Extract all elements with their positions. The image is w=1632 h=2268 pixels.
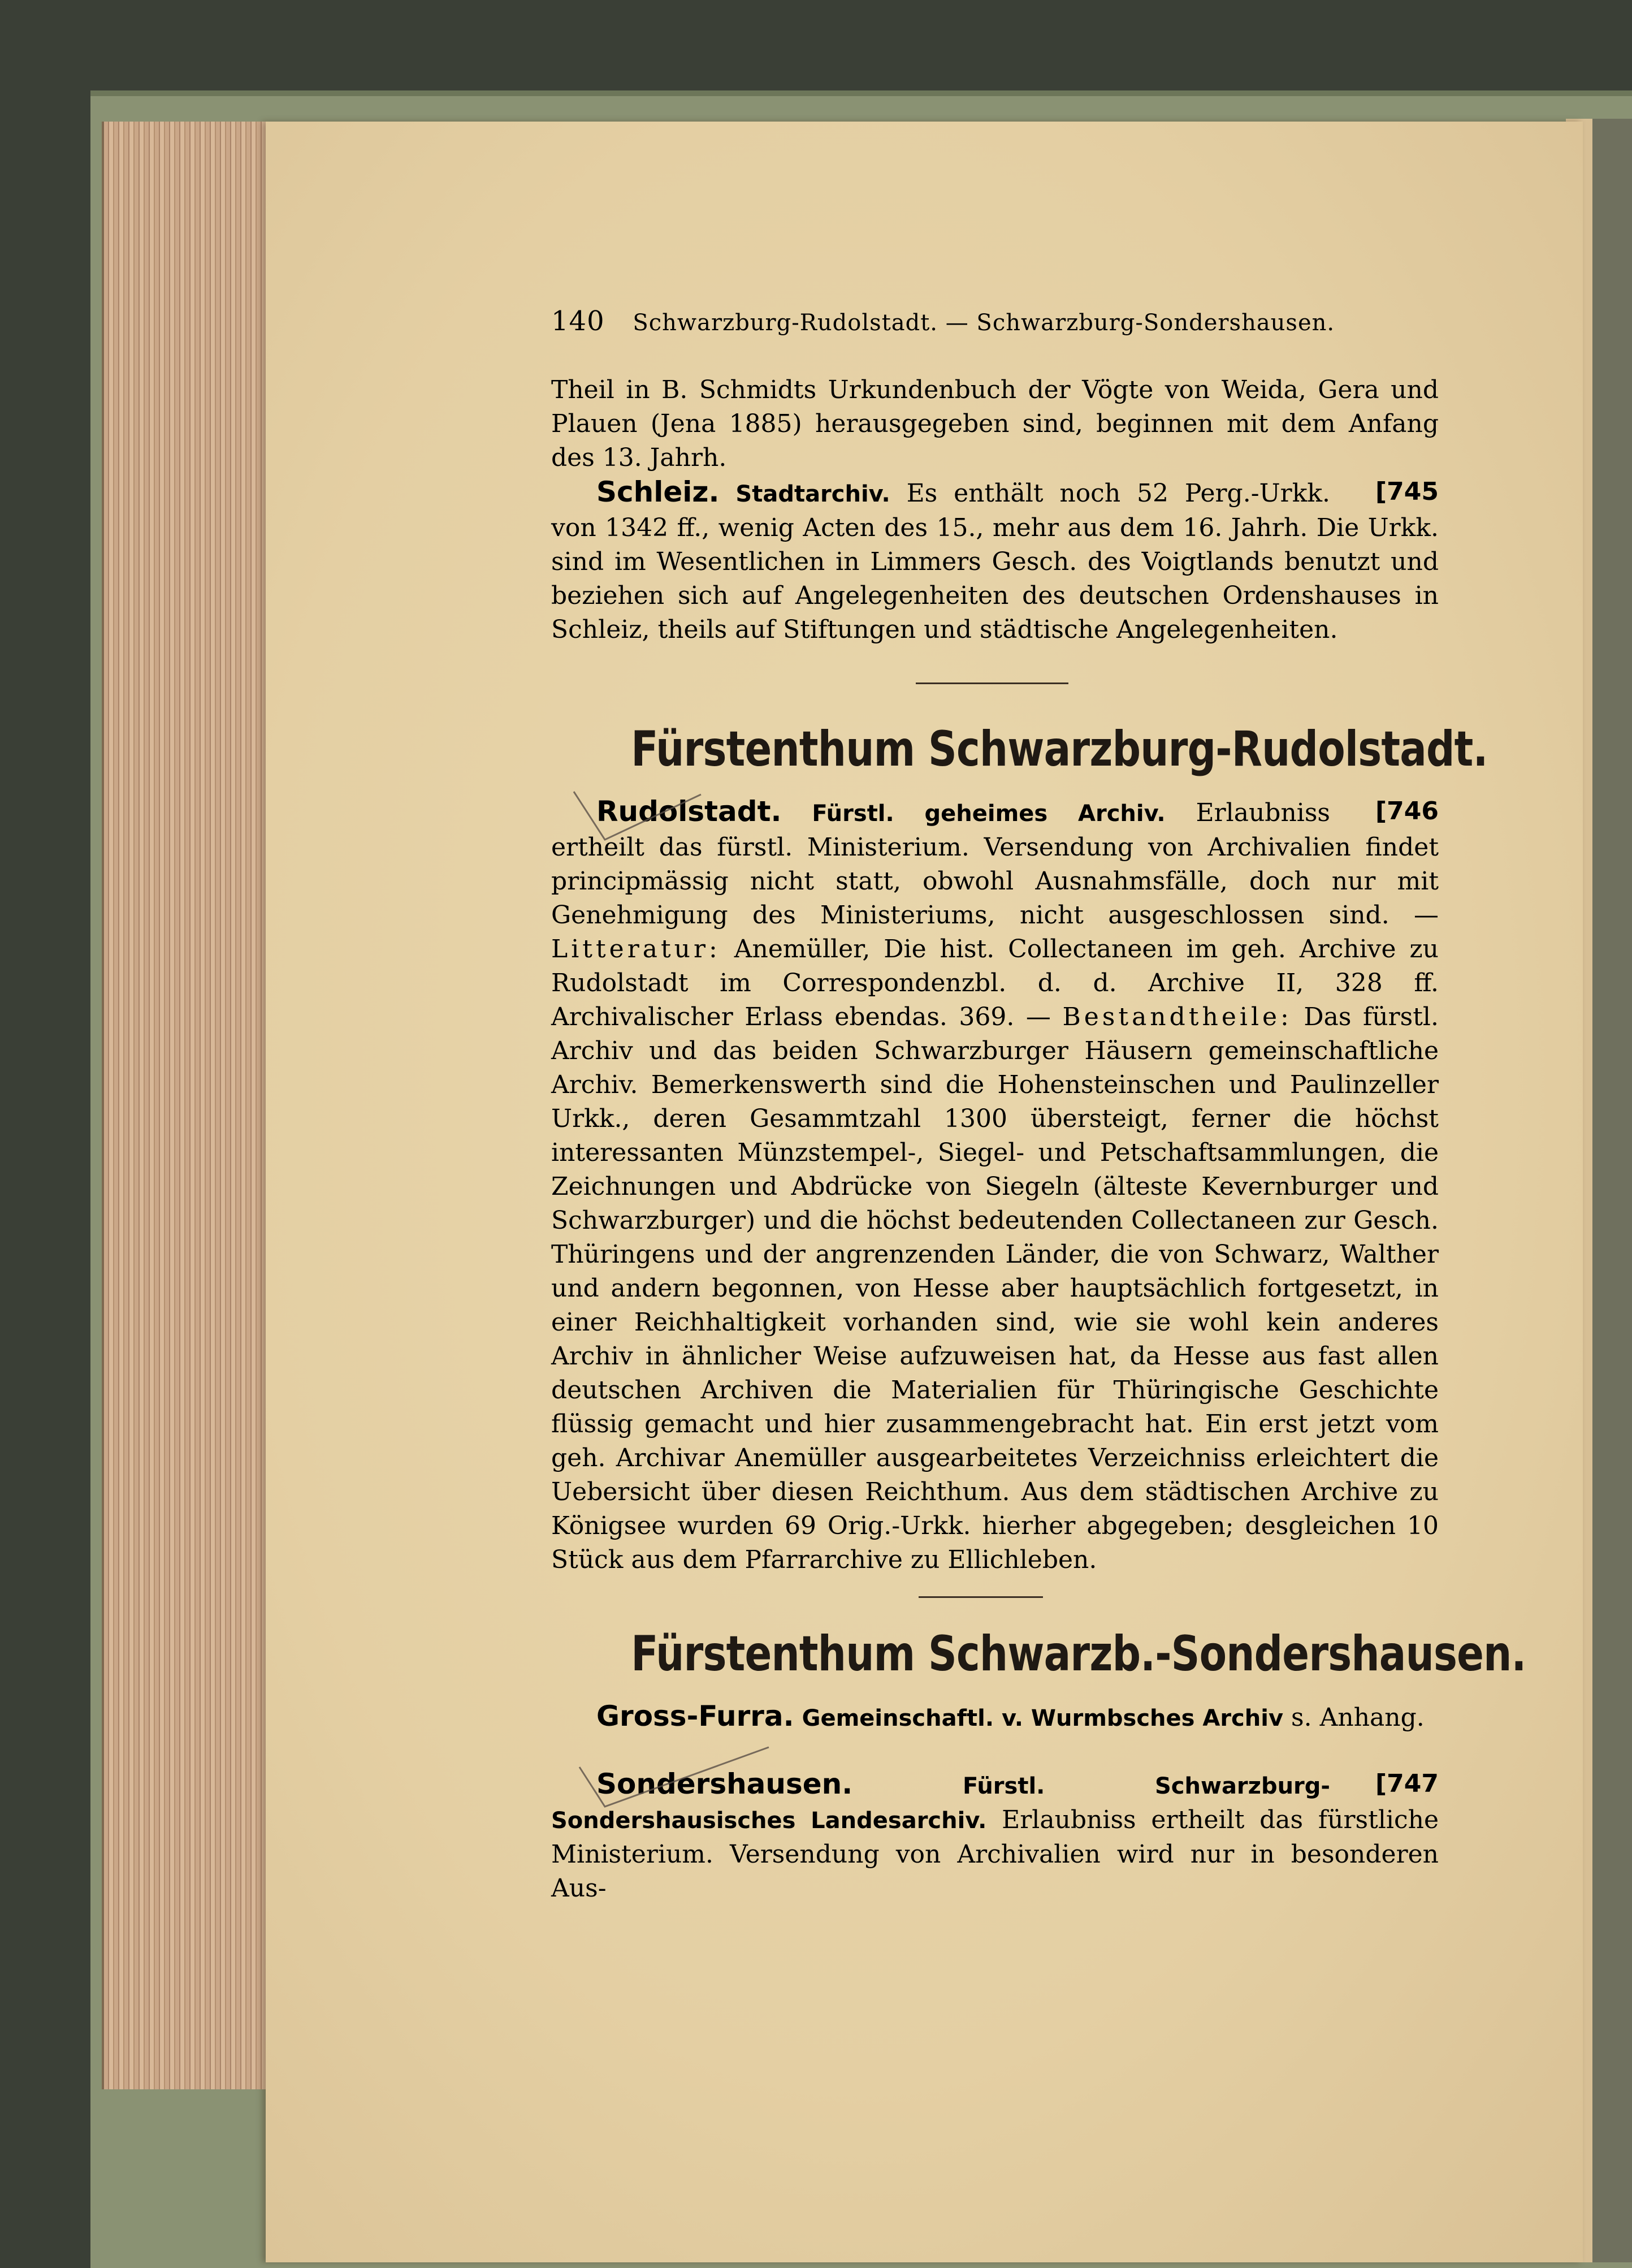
entry-text: Es enthält noch 52 Perg.-Urkk. von 1342 ff., wenig Acten des 15., mehr aus dem 16. Jahrh. Die Urkk. sind im Wesentlichen in Limmers Gesch. des Voigtlands benutzt und beziehen sich auf Angelegenheiten des deutschen Ordenshauses in Schleiz, theils auf Stiftungen und städtische Angelegenheiten. bbox=[551, 479, 1439, 644]
entry-number: [747 bbox=[1375, 1769, 1439, 1798]
section-divider bbox=[916, 682, 1068, 684]
entry-text: Erlaubniss ertheilt das fürstliche Ministerium. Versendung von Archivalien wird nur in besonderen Aus- bbox=[551, 1805, 1439, 1903]
entry-text: Anemüller, Die hist. Collectaneen im geh. Archive zu Rudolstadt im Correspondenzbl. d. d. Archive II, 328 ff. Archivalischer Erlass ebendas. 369. — bbox=[551, 935, 1439, 1031]
entry-archive: Gemeinschaftl. v. Wurmbsches Archiv bbox=[802, 1705, 1284, 1731]
pencil-mark bbox=[571, 789, 707, 851]
subheading-litteratur: Litteratur: bbox=[551, 935, 721, 964]
section-divider bbox=[919, 1596, 1043, 1598]
entry-number: [746 bbox=[1375, 797, 1439, 826]
intro-text: Theil in B. Schmidts Urkundenbuch der Vögte von Weida, Gera und Plauen (Jena 1885) herausgegeben sind, beginnen mit dem Anfang des 13. Jahrh. bbox=[551, 375, 1439, 472]
entry-place: Schleiz. bbox=[596, 476, 720, 508]
entry-place: Rudolstadt. bbox=[596, 795, 782, 828]
entry-archive: Stadtarchiv. bbox=[735, 481, 890, 507]
section-heading: Fürstenthum Schwarzb.-Sondershausen. bbox=[631, 1626, 1526, 1682]
running-head bbox=[551, 305, 1343, 337]
running-title: Schwarzburg-Rudolstadt. — Schwarzburg-Sondershausen. bbox=[633, 310, 1335, 336]
entry-text: Erlaubniss ertheilt das fürstl. Ministerium. Versendung von Archivalien findet principmässig nicht statt, obwohl Ausnahmsfälle, doch nur mit Genehmigung des Ministeriums, nicht ausgeschlossen sind. — bbox=[551, 798, 1439, 930]
pencil-mark bbox=[571, 1744, 774, 1812]
entry-schleiz bbox=[551, 475, 1439, 647]
page-edges bbox=[102, 122, 274, 2089]
entry-archive: Fürstl. geheimes Archiv. bbox=[812, 801, 1166, 827]
entry-place: Sondershausen. bbox=[596, 1768, 853, 1800]
entry-archive: Fürstl. Schwarzburg-Sondershausisches Landesarchiv. bbox=[551, 1773, 1331, 1834]
entry-text: Das fürstl. Archiv und das beiden Schwarzburger Häusern gemeinschaftliche Archiv. Bemerkenswerth sind die Hohensteinschen und Paulinzeller Urkk., deren Gesammtzahl 1300 übersteigt, ferner die höchst interessanten Münzstempel-, Siegel- und Petschaftsammlungen, die Zeichnungen und Abdrücke von Siegeln (älteste Kevernburger und Schwarzburger) und die höchst bedeutenden Collectaneen zur Gesch. Thüringens und der angrenzenden Länder, die von Schwarz, Walther und andern begonnen, von Hesse aber hauptsächlich fortgesetzt, in einer Reichhaltigkeit vorhanden sind, wie sie wohl kein anderes Archiv in ähnlicher Weise aufzuweisen hat, da Hesse aus fast allen deutschen Archiven die Materialien für Thüringische Geschichte flüssig gemacht und hier zusammengebracht hat. Ein erst jetzt vom geh. Archivar Anemüller ausgearbeitetes Verzeichniss erleichtert die Uebersicht über diesen Reichthum. Aus dem städtischen Archive zu Königsee wurden 69 Orig.-Urkk. hierher abgegeben; desgleichen 10 Stück aus dem Pfarrarchive zu Ellichleben. bbox=[551, 1003, 1439, 1574]
entry-place: Gross-Furra. bbox=[596, 1700, 794, 1733]
entry-rudolstadt bbox=[551, 794, 1439, 1577]
entry-gross-furra bbox=[551, 1699, 1439, 1735]
section-heading: Fürstenthum Schwarzburg-Rudolstadt. bbox=[631, 721, 1488, 777]
subheading-bestandtheile: Bestandtheile: bbox=[1062, 1003, 1292, 1031]
entry-text: s. Anhang. bbox=[1291, 1703, 1425, 1732]
page-number: 140 bbox=[551, 305, 605, 337]
intro-paragraph bbox=[551, 373, 1439, 475]
entry-number: [745 bbox=[1375, 477, 1439, 506]
